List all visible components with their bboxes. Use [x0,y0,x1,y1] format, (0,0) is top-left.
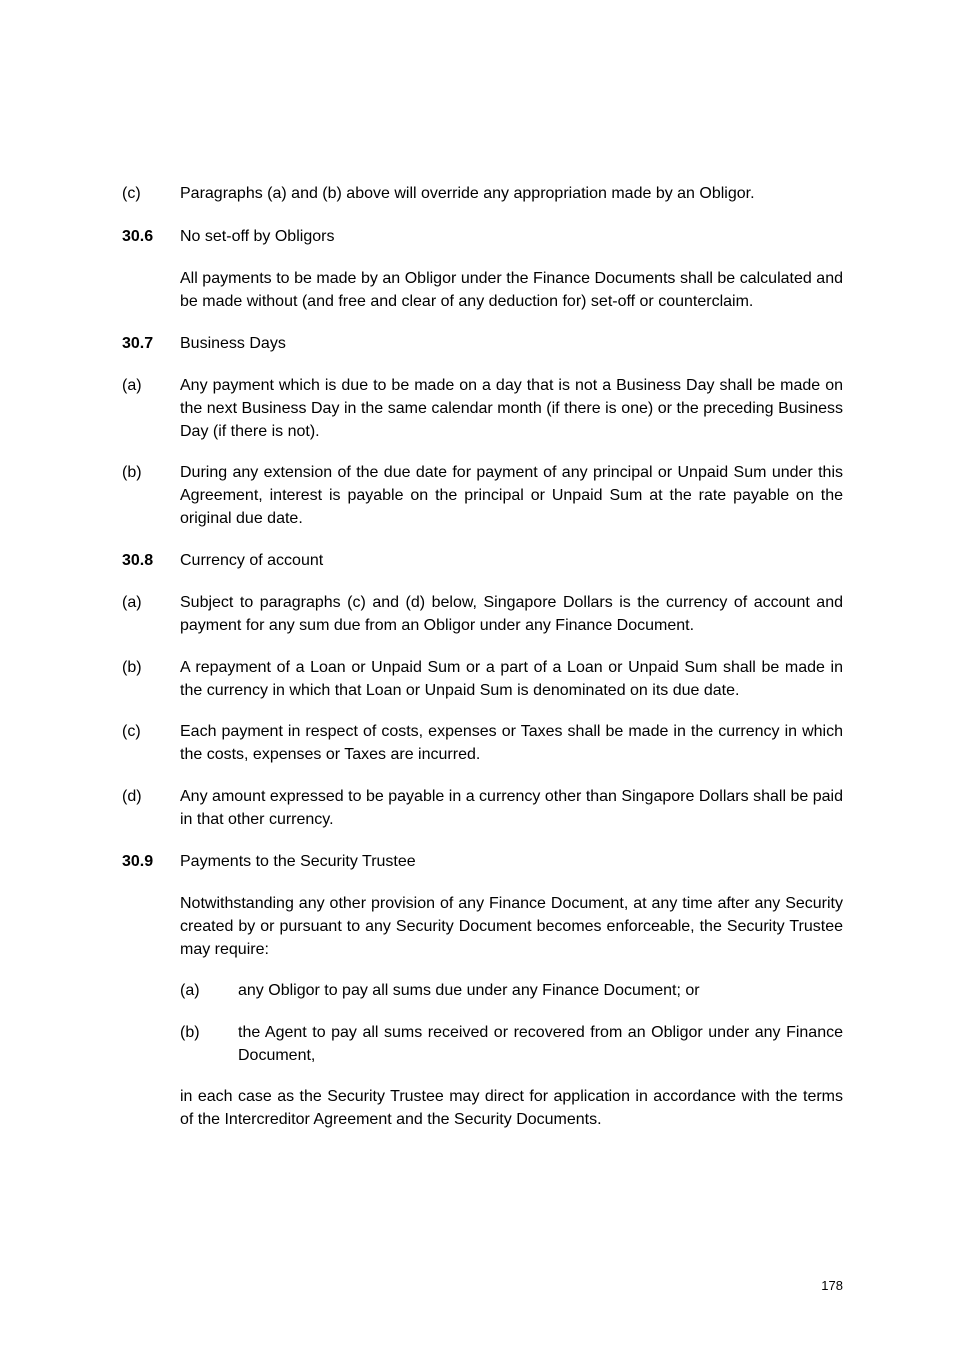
list-marker: (c) [122,185,141,202]
list-marker: (b) [180,1024,200,1041]
paragraph-text: the Agent to pay all sums received or recovered from an Obligor under any Finance Document, [238,1024,843,1064]
list-marker: (a) [122,377,142,394]
paragraph-text: All payments to be made by an Obligor under the Finance Documents shall be calculated and be made without (and free and clear of any deduction for) set-off or counterclaim. [180,270,843,310]
section-title: Currency of account [180,552,324,569]
section-title: No set-off by Obligors [180,228,335,245]
paragraph-text: Any amount expressed to be payable in a currency other than Singapore Dollars shall be paid in that other currency. [180,788,843,828]
paragraph-a-business-day [122,374,843,443]
paragraph-text: Paragraphs (a) and (b) above will override any appropriation made by an Obligor. [180,185,755,202]
paragraph-text: Notwithstanding any other provision of any Finance Document, at any time after any Security created by or pursuant to any Security Document becomes enforceable, the Security Trustee may require: [180,895,843,958]
paragraph-a-currency [122,591,843,637]
section-title: Payments to the Security Trustee [180,853,416,870]
section-number: 30.7 [122,335,154,352]
section-number: 30.8 [122,552,154,569]
paragraph-text: Any payment which is due to be made on a day that is not a Business Day shall be made on the next Business Day in the same calendar month (if there is one) or the preceding Business Day (if there is not). [180,377,843,440]
section-heading-30-7 [122,332,843,355]
section-heading-30-8 [122,549,843,572]
section-heading-30-6 [122,225,843,248]
list-marker: (a) [122,594,142,611]
paragraph-text: Each payment in respect of costs, expenses or Taxes shall be made in the currency in which the costs, expenses or Taxes are incurred. [180,723,843,763]
subparagraph-a-obligor [180,979,843,1002]
section-heading-30-9 [122,850,843,873]
list-marker: (a) [180,982,200,999]
page-number: 178 [821,1278,843,1293]
subparagraph-b-agent [180,1021,843,1067]
paragraph-b-repayment [122,656,843,702]
paragraph-text: any Obligor to pay all sums due under any Finance Document; or [238,982,700,999]
list-marker: (c) [122,723,141,740]
list-marker: (b) [122,464,142,481]
paragraph-d-other-currency [122,785,843,831]
paragraph-text: Subject to paragraphs (c) and (d) below, Singapore Dollars is the currency of account and payment for any sum due from an Obligor under any Finance Document. [180,594,843,634]
section-number: 30.9 [122,853,154,870]
paragraph-no-set-off [122,267,843,313]
paragraph-c-override [122,182,843,205]
paragraph-text: A repayment of a Loan or Unpaid Sum or a part of a Loan or Unpaid Sum shall be made in the currency in which that Loan or Unpaid Sum is denominated on its due date. [180,659,843,699]
paragraph-b-extension [122,461,843,530]
section-title: Business Days [180,335,286,352]
list-marker: (b) [122,659,142,676]
paragraph-text: in each case as the Security Trustee may direct for application in accordance with the terms of the Intercreditor Agreement and the Security Documents. [180,1088,843,1128]
section-number: 30.6 [122,228,154,245]
paragraph-in-each-case [122,1085,843,1131]
paragraph-c-costs [122,720,843,766]
paragraph-text: During any extension of the due date for payment of any principal or Unpaid Sum under this Agreement, interest is payable on the principal or Unpaid Sum at the rate payable on the original due date. [180,464,843,527]
list-marker: (d) [122,788,142,805]
paragraph-notwithstanding [122,892,843,961]
